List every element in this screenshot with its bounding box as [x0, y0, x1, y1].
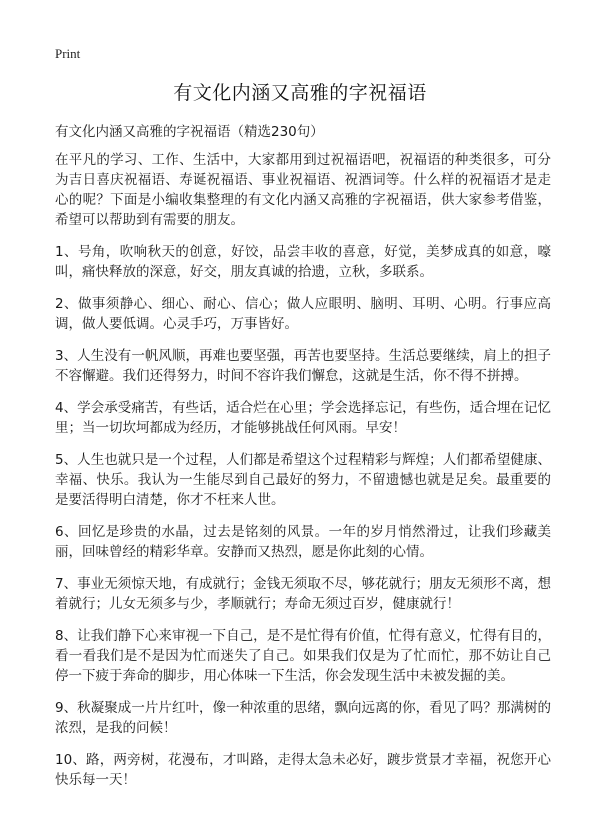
blessing-item-5: 5、人生也就只是一个过程，人们都是希望这个过程精彩与辉煌；人们都希望健康、幸福、快乐。我认为一生能尽到自己最好的努力，不留遗憾也就是足矣。最重要的是要活得明白清楚，你才不枉来人世。 — [55, 452, 551, 508]
blessing-item-9: 9、秋凝聚成一片片红叶，像一种浓重的思绪，飘向远离的你，看见了吗？那满树的浓烈，是我的问候！ — [55, 700, 551, 736]
intro-paragraph: 在平凡的学习、工作、生活中，大家都用到过祝福语吧，祝福语的种类很多，可分为吉日喜庆祝福语、寿诞祝福语、事业祝福语、祝酒词等。什么样的祝福语才是走心的呢？下面是小编收集整理的有文化内涵又高雅的字祝福语，供大家参考借鉴，希望可以帮助到有需要的朋友。 — [55, 152, 551, 228]
document-title: 有文化内涵又高雅的字祝福语 — [173, 82, 427, 104]
print-link[interactable]: Print — [55, 46, 81, 61]
blessing-item-4: 4、学会承受痛苦，有些话，适合烂在心里；学会选择忘记，有些伤，适合埋在记忆里；当一切坎坷都成为经历，才能够挑战任何风雨。早安！ — [55, 400, 551, 436]
blessing-item-8: 8、让我们静下心来审视一下自己，是不是忙得有价值，忙得有意义，忙得有目的，看一看我们是不是因为忙而迷失了自己。如果我们仅是为了忙而忙，那不妨让自己停一下疲于奔命的脚步，用心体味一下生活，你会发现生活中未被发掘的美。 — [55, 628, 551, 684]
article-body — [55, 150, 551, 802]
document-subtitle: 有文化内涵又高雅的字祝福语（精选230句） — [55, 124, 324, 140]
blessing-item-7: 7、事业无须惊天地，有成就行；金钱无须取不尽，够花就行；朋友无须形不离，想着就行；儿女无须多与少，孝顺就行；寿命无须过百岁，健康就行！ — [55, 576, 551, 612]
blessing-item-3: 3、人生没有一帆风顺，再难也要坚强，再苦也要坚持。生活总要继续，肩上的担子不容懈避。我们还得努力，时间不容许我们懈怠，这就是生活，你不得不拼搏。 — [55, 348, 551, 384]
blessing-item-6: 6、回忆是珍贵的水晶，过去是铭刻的风景。一年的岁月悄然滑过，让我们珍藏美丽，回味曾经的精彩华章。安静而又热烈，愿是你此刻的心情。 — [55, 524, 551, 560]
blessing-item-10: 10、路，两旁树，花漫布，才叫路，走得太急未必好，踱步赏景才幸福，祝您开心快乐每一天！ — [55, 752, 551, 788]
blessing-item-2: 2、做事须静心、细心、耐心、信心；做人应眼明、脑明、耳明、心明。行事应高调，做人要低调。心灵手巧，万事皆好。 — [55, 296, 551, 332]
blessing-item-1: 1、号角，吹响秋天的创意，好饺，品尝丰收的喜意，好觉，美梦成真的如意，嚎叫，痛快释放的深意，好交，朋友真诚的拾遗，立秋，多联系。 — [55, 244, 551, 280]
